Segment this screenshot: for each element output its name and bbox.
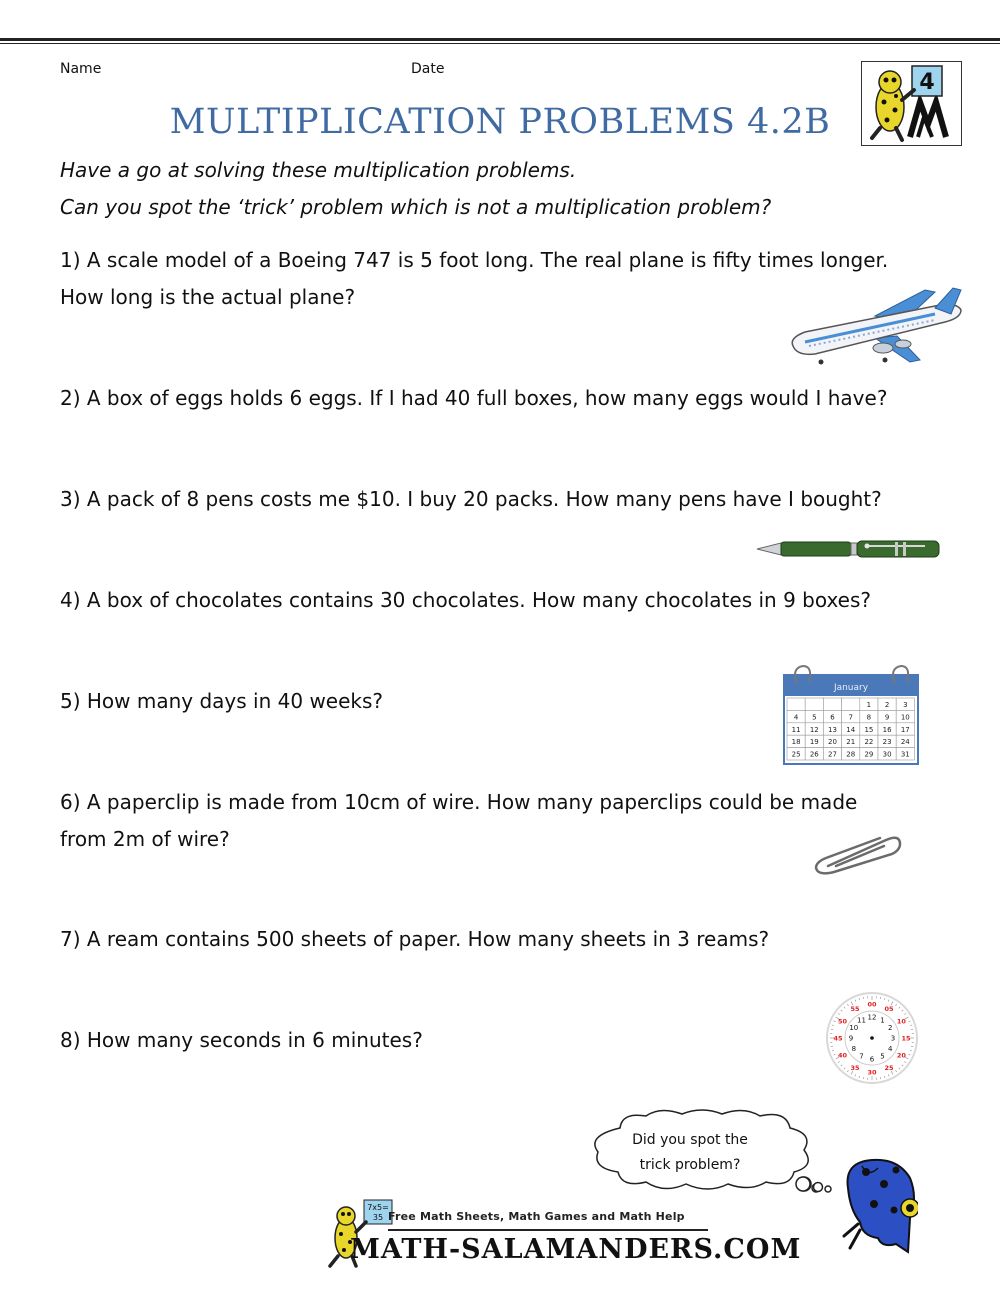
top-rule	[0, 38, 1000, 44]
clock-hour-label: 12	[867, 1013, 877, 1022]
calendar-icon	[783, 664, 919, 766]
calendar-day: 17	[900, 725, 910, 734]
calendar-day: 10	[900, 713, 910, 722]
grade-badge-number: 4	[919, 70, 935, 95]
bubble-line-1: Did you spot the	[632, 1132, 748, 1148]
intro-line-2: Can you spot the ‘trick’ problem which is not a multiplication problem?	[60, 195, 772, 219]
clock-minute-label: 40	[838, 1051, 848, 1060]
calendar-day: 6	[830, 713, 835, 722]
calendar-day: 31	[900, 750, 910, 759]
calendar-day: 13	[828, 725, 837, 734]
clock-minute-label: 10	[896, 1017, 906, 1026]
clock-hour-label: 10	[849, 1024, 859, 1032]
clock-minute-label: 05	[884, 1005, 894, 1014]
clock-hour-label: 1	[880, 1016, 885, 1025]
calendar-cell	[805, 698, 823, 710]
calendar-grid	[787, 698, 914, 760]
calendar-day: 9	[884, 713, 890, 722]
calendar-day: 14	[846, 725, 856, 734]
question-6-line-1: 6) A paperclip is made from 10cm of wire. How many paperclips could be made	[60, 790, 858, 814]
question-8	[60, 1022, 940, 1059]
question-2-line-1: 2) A box of eggs holds 6 eggs. If I had 40 full boxes, how many eggs would I have?	[60, 386, 888, 410]
calendar-day: 28	[846, 750, 856, 759]
frog-icon	[838, 1148, 918, 1256]
question-7-line-1: 7) A ream contains 500 sheets of paper. How many sheets in 3 reams?	[60, 927, 770, 951]
question-1-line-1: 1) A scale model of a Boeing 747 is 5 foot long. The real plane is fifty times longer.	[60, 248, 889, 272]
calendar-day: 22	[864, 738, 874, 747]
thought-bubble-dots	[793, 1172, 837, 1196]
question-5-line-1: 5) How many days in 40 weeks?	[60, 689, 384, 713]
calendar-day: 2	[884, 701, 890, 709]
footer-site-name: MATH-SALAMANDERS.COM	[350, 1234, 802, 1265]
calendar-day: 30	[882, 750, 892, 759]
clock-minute-label: 00	[867, 1000, 877, 1009]
calendar-day: 16	[882, 725, 892, 734]
calendar-day: 7	[848, 713, 853, 722]
question-3	[60, 481, 940, 518]
clock-minute-label: 25	[884, 1063, 894, 1072]
clock-hour-label: 11	[857, 1016, 866, 1025]
calendar-day: 12	[809, 725, 819, 734]
bubble-line-2: trick problem?	[639, 1157, 741, 1173]
pen-icon	[755, 538, 945, 560]
question-2	[60, 380, 940, 417]
calendar-day: 21	[846, 738, 856, 747]
calendar-day: 25	[791, 750, 801, 759]
clock-icon	[822, 990, 922, 1086]
airplane-icon	[785, 286, 965, 370]
clock-hour-label: 8	[851, 1045, 857, 1053]
intro-line-1: Have a go at solving these multiplication problems.	[60, 158, 577, 182]
question-4	[60, 582, 940, 619]
calendar-month: January	[833, 683, 869, 693]
calendar-day: 5	[812, 713, 817, 722]
clock-hour-label: 3	[890, 1034, 896, 1043]
clock-minute-label: 50	[838, 1017, 848, 1026]
clock-hour-label: 5	[880, 1052, 885, 1061]
footer-tagline: Free Math Sheets, Math Games and Math Help	[388, 1210, 685, 1223]
thought-bubble-text	[610, 1128, 770, 1178]
calendar-day: 1	[866, 701, 872, 709]
question-1-line-2: How long is the actual plane?	[60, 285, 356, 309]
calendar-day: 24	[900, 738, 910, 747]
question-6-line-2: from 2m of wire?	[60, 827, 230, 851]
clock-hour-label: 2	[887, 1024, 893, 1032]
calendar-day: 23	[882, 738, 892, 747]
question-7	[60, 921, 940, 958]
question-4-line-1: 4) A box of chocolates contains 30 chocolates. How many chocolates in 9 boxes?	[60, 588, 872, 612]
clock-hour-label: 9	[848, 1034, 854, 1043]
calendar-day: 8	[866, 713, 872, 722]
calendar-day: 20	[828, 738, 837, 747]
question-3-line-1: 3) A pack of 8 pens costs me $10. I buy 20 packs. How many pens have I bought?	[60, 487, 882, 511]
clock-minute-label: 30	[867, 1068, 877, 1077]
clock-hour-label: 7	[859, 1052, 864, 1061]
page-title: MULTIPLICATION PROBLEMS 4.2B	[169, 102, 831, 142]
clock-minute-label: 35	[850, 1063, 860, 1072]
calendar-day: 11	[791, 725, 801, 734]
footer-divider	[388, 1229, 708, 1231]
footer-sign-line-1: 7x5=	[367, 1203, 389, 1212]
question-8-line-1: 8) How many seconds in 6 minutes?	[60, 1028, 423, 1052]
clock-minute-label: 45	[833, 1034, 843, 1043]
name-label: Name	[60, 61, 102, 77]
calendar-day: 3	[903, 701, 908, 709]
calendar-day: 27	[828, 750, 837, 759]
calendar-day: 26	[809, 750, 819, 759]
calendar-day: 4	[793, 713, 799, 722]
clock-hour-label: 6	[869, 1055, 875, 1064]
calendar-cell	[842, 698, 860, 710]
clock-minute-label: 55	[850, 1005, 860, 1014]
calendar-day: 19	[809, 738, 819, 747]
clock-hour-label: 4	[887, 1045, 893, 1053]
footer-sign-line-2: 35	[372, 1213, 384, 1222]
calendar-day: 29	[864, 750, 874, 759]
clock-minute-label: 20	[896, 1051, 906, 1060]
calendar-day: 18	[791, 738, 801, 747]
date-label: Date	[411, 61, 445, 77]
calendar-cell	[823, 698, 841, 710]
clock-minute-label: 15	[901, 1034, 911, 1043]
paperclip-icon	[808, 832, 904, 876]
calendar-day: 15	[864, 725, 874, 734]
calendar-cell	[787, 698, 805, 710]
